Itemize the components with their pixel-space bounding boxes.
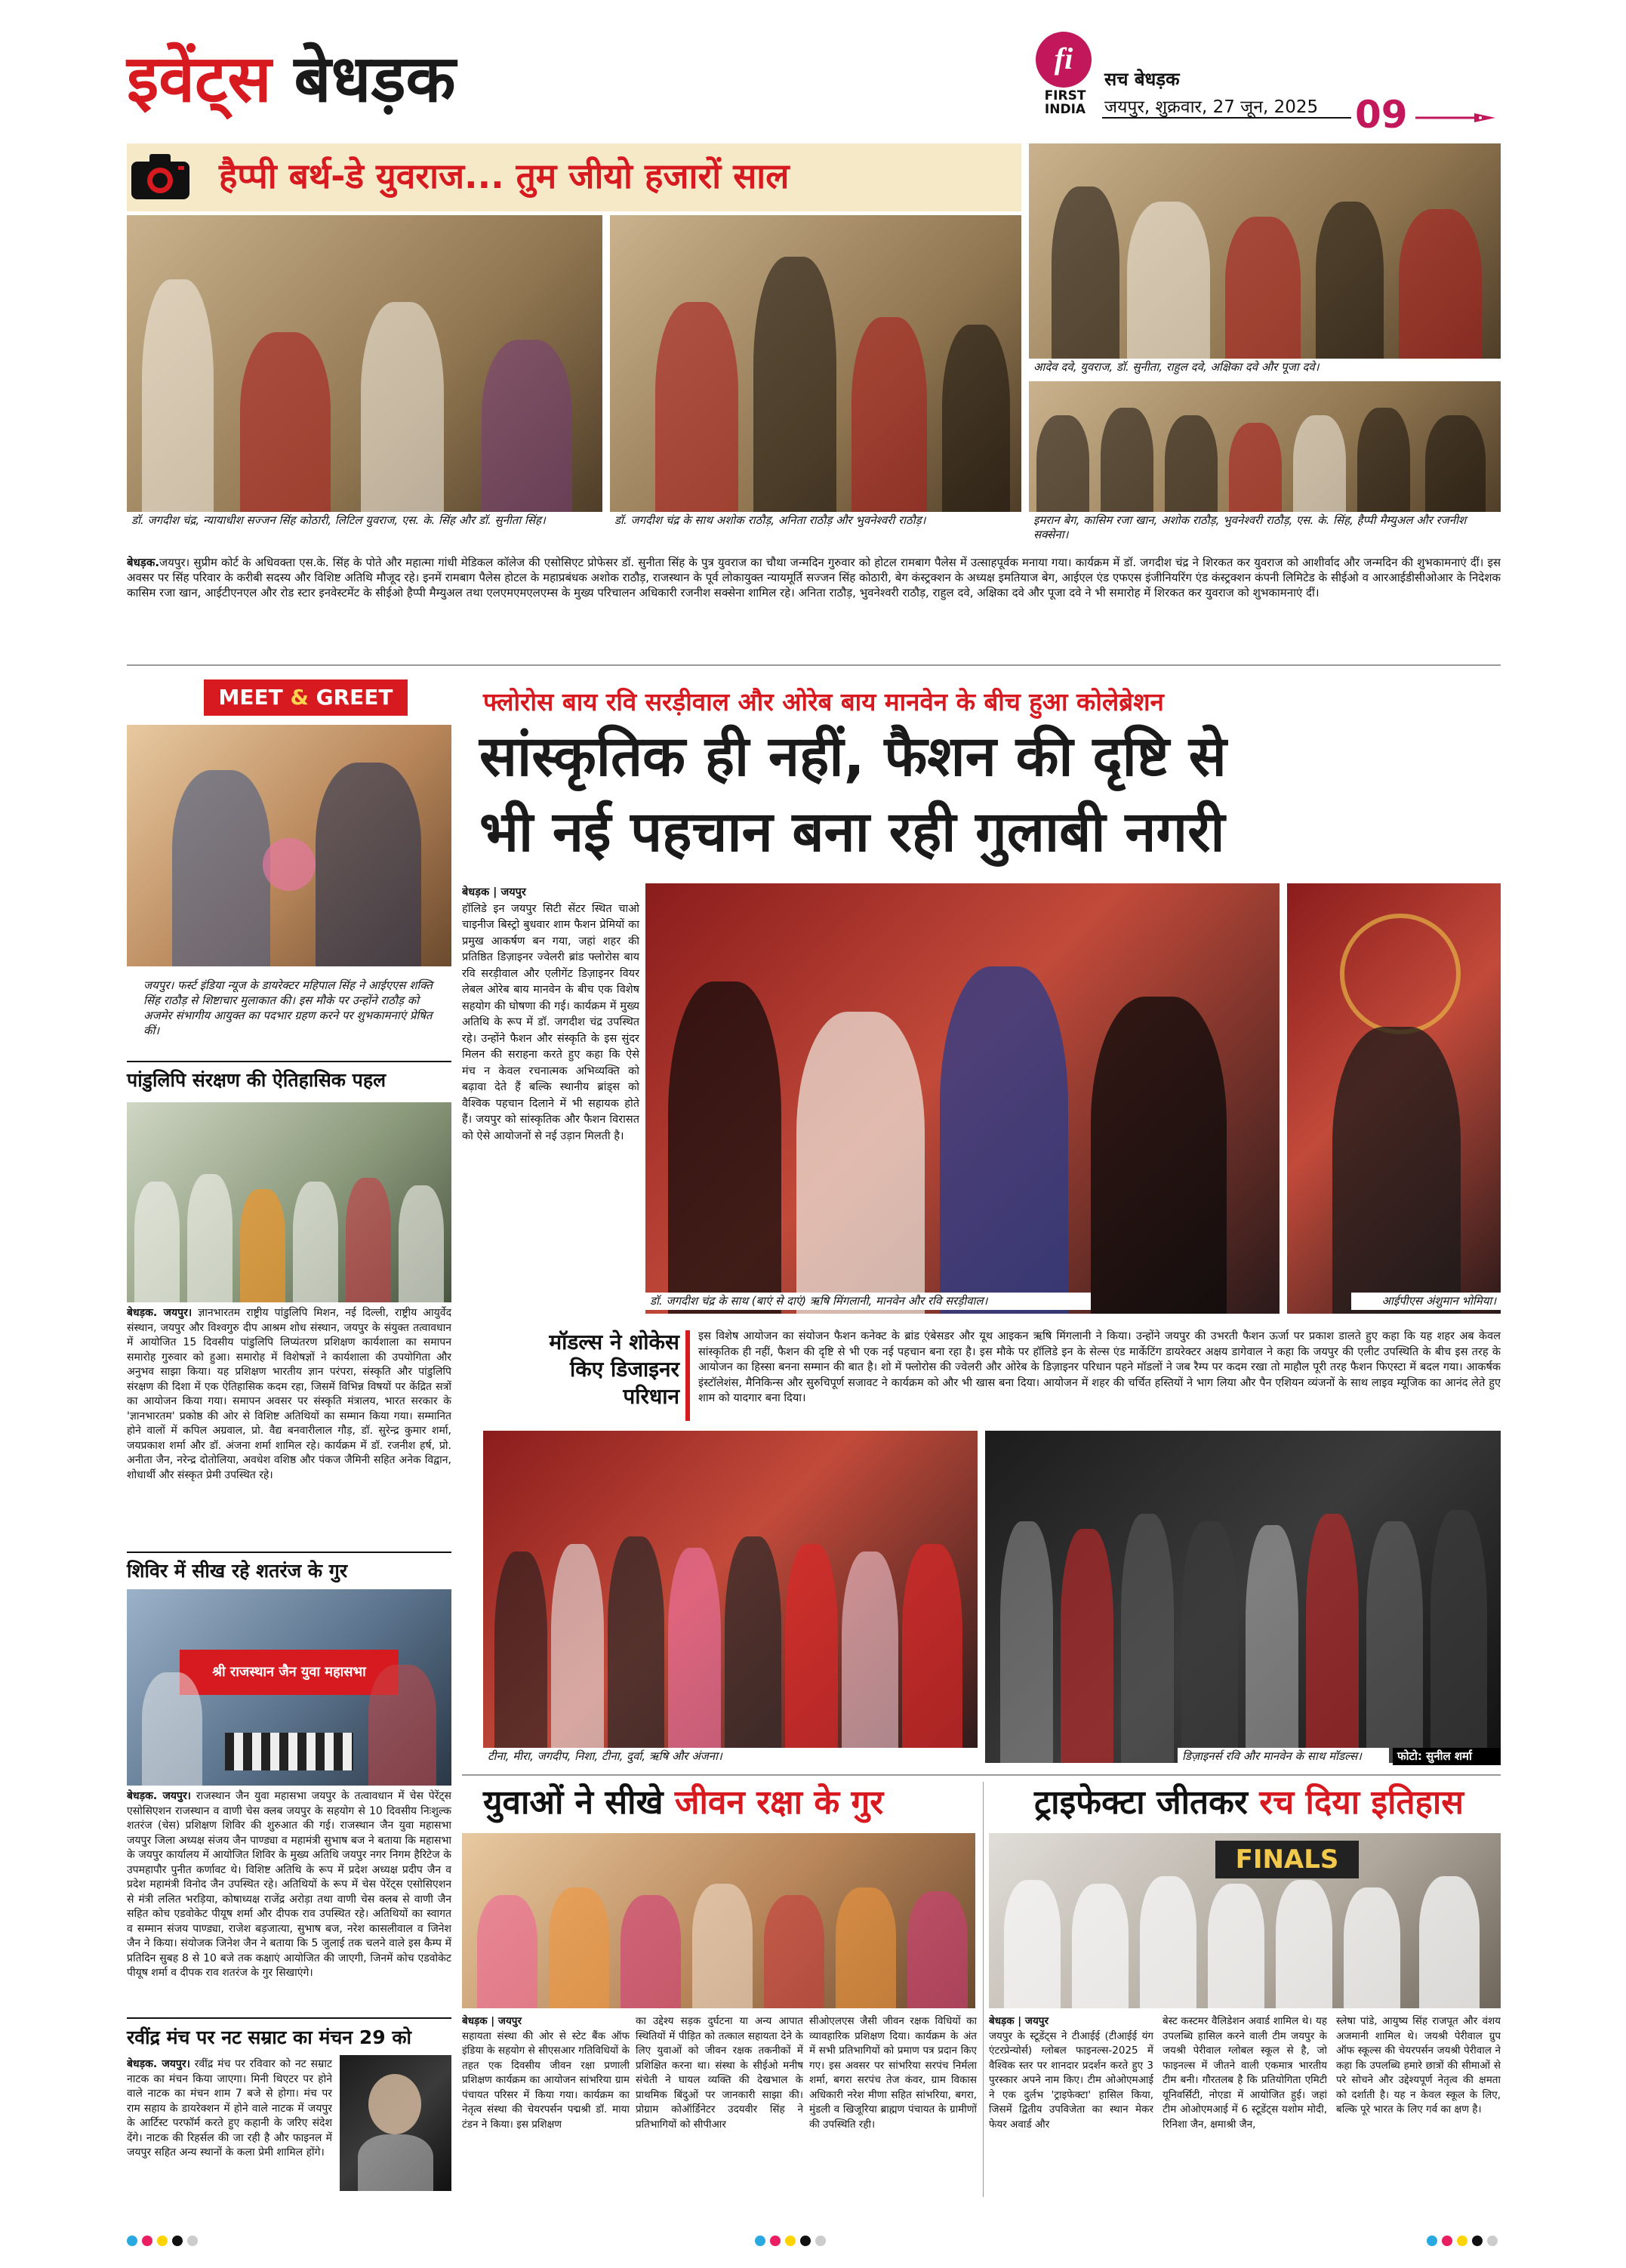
registration-marks-right — [1427, 2235, 1502, 2249]
birthday-caption-2: डॉ. जगदीश चंद्र के साथ अशोक राठौड़, अनिता राठौड़ और भुवनेश्वरी राठौड़। — [610, 512, 1021, 529]
fashion-caption-models: डिज़ाइनर्स रवि और मानवेन के साथ मॉडल्स। — [1178, 1748, 1389, 1765]
birthday-photo-group — [1029, 381, 1501, 528]
fashion-caption-main: डॉ. जगदीश चंद्र के साथ (बाएं से दाएं) ऋषि मिंगलानी, मानवेन और रवि सरड़ीवाल। — [645, 1293, 1091, 1310]
lower-divider — [462, 1774, 1501, 1776]
manuscript-headline: पांडुलिपि संरक्षण की ऐतिहासिक पहल — [127, 1069, 386, 1091]
manuscript-photo — [127, 1102, 451, 1302]
fashion-headline-1: सांस्कृतिक ही नहीं, फैशन की दृष्टि से — [479, 724, 1227, 789]
fashion-kicker: फ्लोरोस बाय रवि सरड़ीवाल और ओरेब बाय मानवेन के बीच हुआ कोलेब्रेशन — [483, 687, 1164, 716]
birthday-photo-cake — [127, 215, 602, 528]
fashion-headline-2: भी नई पहचान बना रही गुलाबी नगरी — [479, 800, 1225, 864]
trifecta-col-3: स्लेषा पांडे, आयुष्य सिंह राजपूत और वंशय अजमानी शामिल थे। जयश्री पेरीवाल ग्रुप ऑफ स्कूल्स की चेयरपर्सन जयश्री पेरीवाल ने कहा कि उपलब्धि हमारे छात्रों की सीमाओं से परे सोचने और उद्देश्यपूर्ण नेतृत्व की क्षमता को दर्शाती है। यह न केवल स्कूल के लिए, बल्कि पूरे भारत के लिए गर्व का क्षण है। — [1336, 2015, 1501, 2115]
birthday-photo-guests — [610, 215, 1021, 528]
chess-photo — [127, 1589, 451, 1786]
masthead — [0, 0, 1626, 140]
trifecta-col-2: बेस्ट कस्टमर वैलिडेशन अवार्ड शामिल थे। यह उपलब्धि हासिल करने वाली टीम जयपुर के जयश्री पेरीवाल ग्लोबल स्कूल से है, जो फाइनल्स में जीतने वाली एकमात्र भारतीय टीम बनी। गौरतलब है कि प्रतियोगिता एमिटी यूनिवर्सिटी, नोएडा में आयोजित हुई। जहां टीम ओओएमआई में 6 स्टूडेंट्स यशोम मोदी, रिनिशा जैन, क्षमाश्री जैन, — [1163, 2015, 1327, 2131]
birthday-headline: हैप्पी बर्थ-डे युवराज... तुम जीयो हजारों साल — [219, 156, 790, 196]
meet-photo — [127, 725, 451, 966]
birthday-story: बेधड़क.जयपुर। सुप्रीम कोर्ट के अधिवक्ता एस.के. सिंह के पोते और महात्मा गांधी मेडिकल कॉलेज की एसोसिएट प्रोफेसर डॉ. सुनीता सिंह के पुत्र युवराज का चौथा जन्मदिन गुरुवार को होटल रामबाग पैलेस में उत्साहपूर्वक मनाया गया। कार्यक्रम में डॉ. जगदीश चंद्र ने शिरकत कर युवराज को आशीर्वाद और जन्मदिन की शुभकामनाएं दीं। इस अवसर पर सिंह परिवार के करीबी सदस्य और विशिष्ट अतिथि मौजूद रहे। इनमें रामबाग पैलेस होटल के महाप्रबंधक अशोक राठौड़, राजस्थान के पूर्व लोकायुक्त न्यायमूर्ति सज्जन सिंह कोठारी, बेग कंस्ट्रक्शन के अध्यक्ष इमतियाज बेग, आईएल एंड एफएस इंजीनियरिंग एंड कंस्ट्रक्शन कंपनी लिमिटेड के सीईओ व आरआईडीसीओआर के निदेशक कासिम रजा खान, आईटीएनएल और रोड स्टार इनवेस्टमेंट के सीईओ हैप्पी मैम्युअल तथा एलएमएमएलएम्स के मुख्य परिचालन अधिकारी रजनीश सक्सेना शामिल रहे। अनिता राठौड़, भुवनेश्वरी राठौड़, राहुल दवे, अक्षिका दवे और पूजा दवे ने भी समारोह में शिरकत कर युवराज को शुभकामनाएं दीं। — [127, 556, 1501, 599]
birthday-caption-4: इमरान बेग, कासिम रजा खान, अशोक राठौड़, भुवनेश्वरी राठौड़, एस. के. सिंह, हैप्पी मैम्युअल और रजनीश सक्सेना। — [1029, 512, 1501, 544]
lifesaving-headline: युवाओं ने सीखे जीवन रक्षा के गुर — [483, 1783, 884, 1822]
meet-caption: जयपुर। फर्स्ट इंडिया न्यूज के डायरेक्टर महिपाल सिंह ने आईएएस शक्ति सिंह राठौड़ से शिष्टाचार मुलाकात की। इस मौके पर उन्होंने राठौड़ को अजमेर संभागीय आयुक्त का पदभार ग्रहण करने पर शुभकामनाएं प्रेषित कीं। — [143, 978, 433, 1037]
fashion-story: बेधड़क | जयपुर हॉलिडे इन जयपुर सिटी सेंटर स्थित चाओ चाइनीज बिस्ट्रो बुधवार शाम फैशन प्रेमियों का प्रमुख आकर्षण बन गया, जहां शहर की प्रतिष्ठित डिज़ाइनर ज्वेलरी ब्रांड फ्लोरोस बाय रवि सरड़ीवाल और एलीगेंट डिज़ाइनर वियर लेबल ओरेब बाय मानवेन के बीच एक विशेष सहयोग की घोषणा की गई। कार्यक्रम में मुख्य अतिथि के रूप में डॉ. जगदीश चंद्र उपस्थित रहे। उन्होंने फैशन और संस्कृति के इस सुंदर मिलन की सराहना करते हुए कहा कि ऐसे मंच न केवल रचनात्मक अभिव्यक्ति को बढ़ावा देते हैं बल्कि स्थानीय ब्रांड्स को वैश्विक पहचान दिलाने में भी सहायक होते हैं। जयपुर को सांस्कृतिक और फैशन विरासत को ऐसे आयोजनों से नई उड़ान मिलती है। — [462, 886, 639, 1142]
theatre-headline: रवींद्र मंच पर नट सम्राट का मंचन 29 को — [127, 2026, 411, 2048]
section-title-red: इवेंट्स — [127, 42, 272, 117]
theatre-photo — [340, 2055, 451, 2191]
fashion-caption-side: आईपीएस अंशुमान भोमिया। — [1351, 1293, 1501, 1310]
birthday-caption-1: डॉ. जगदीश चंद्र, न्यायाधीश सज्जन सिंह कोठारी, लिटिल युवराज, एस. के. सिंह और डॉ. सुनीता सिंह। — [127, 512, 602, 529]
lifesaving-col-2: का उद्देश्य सड़क दुर्घटना या अन्य आपात स्थितियों में पीड़ित को तत्काल सहायता देने के लिए युवाओं को जीवन रक्षक तकनीकों में प्रशिक्षित करना था। संस्था के सीईओ मनीष संचेती ने घायल व्यक्ति की देखभाल के प्राथमिक बिंदुओं पर जानकारी साझा की। प्रोग्राम कोऑर्डिनेटर उदयवीर सिंह ने प्रतिभागियों को सीपीआर — [636, 2015, 803, 2131]
chess-headline: शिविर में सीख रहे शतरंज के गुर — [127, 1560, 348, 1582]
subhead-bar — [685, 1330, 690, 1421]
chess-story: बेधड़क. जयपुर। राजस्थान जैन युवा महासभा जयपुर के तत्वावधान में चेस पेरेंट्स एसोसिएशन राजस्थान व वाणी चेस क्लब जयपुर के सहयोग से 10 दिवसीय निःशुल्क शतरंज (चेस) प्रशिक्षण शिविर की शुरुआत की गई। राजस्थान जैन युवा महासभा जयपुर जिला अध्यक्ष संजय जैन पाण्ड्या व महामंत्री सुभाष बज ने बताया कि महासभा के जयपुर कार्यालय में आयोजित शिविर के मुख्य अतिथि जयपुर नगर निगम हैरिटेज के उपमहापौर पुनीत कर्णावट थे। विशिष्ट अतिथि के रूप में प्रदेश अध्यक्ष प्रदीप जैन व प्रदेश महामंत्री विनोद जैन उपस्थित रहे। अतिथियों के रूप में चेस पेरेंट्स एसोसिएशन से मंत्री ललित भरड़िया, कोषाध्यक्ष राजेंद्र अरोड़ा तथा वाणी चेस क्लब से वाणी जैन सहित कोच एडवोकेट पीयूष शर्मा और दीपक राव उपस्थित रहे। अतिथियों का स्वागत व सम्मान संजय पाण्ड्या, राजेश बड़जात्या, सुभाष बज, नरेश कासलीवाल व जिनेश जैन ने किया। संयोजक जिनेश जैन ने बताया कि 5 जुलाई तक चलने वाले इस कैम्प में प्रतिदिन सुबह 8 से 10 बजे तक कक्षाएं आयोजित की जाएगी, जिनमें कोच एडवोकेट पीयूष शर्मा व दीपक राव शतरंज के गुर सिखाएंगे। — [127, 1790, 451, 1979]
left-divider-2 — [127, 1552, 451, 1553]
section-title — [127, 38, 456, 121]
finals-banner: FINALS — [1215, 1841, 1359, 1878]
first-india-logo: fi — [1036, 32, 1092, 88]
photo-credit: फोटो: सुनील शर्मा — [1393, 1748, 1501, 1765]
masthead-rule — [1102, 117, 1351, 119]
fashion-photo-group — [483, 1431, 978, 1763]
trifecta-col-1: बेधड़क | जयपुर जयपुर के स्टूडेंट्स ने टीआईई (टीआईई यंग एंटरप्रेन्योर्स) ग्लोबल फाइनल्स-2025 में वैश्विक स्तर पर शानदार प्रदर्शन करते हुए 3 पुरस्कार अपने नाम किए। टीम ओओएमआई ने एक दुर्लभ 'ट्राइफेक्टा' हासिल किया, जिसमें द्वितीय उपविजेता का स्थान मेकर फेयर अवार्ड और — [989, 2015, 1153, 2131]
fashion-photo-main — [645, 883, 1280, 1314]
theatre-story: बेधड़क. जयपुर। रवींद्र मंच पर रविवार को नट सम्राट नाटक का मंचन किया जाएगा। मिनी थिएटर पर होने वाले नाटक का मंचन शाम 7 बजे से होगा। मंच पर राम सहाय के डायरेक्शन में होने वाले नाटक में जयपुर के आर्टिस्ट परफॉर्म करते हुए कहानी के जरिए संदेश देंगे। नाटक की रिहर्सल की जा रही है और फाइनल में जयपुर सहित अन्य स्थानों के कला प्रेमी शामिल होंगे। — [127, 2058, 332, 2159]
models-story: इस विशेष आयोजन का संयोजन फैशन कनेक्ट के ब्रांड एंबेसडर और यूथ आइकन ऋषि मिंगलानी ने किया। उन्होंने जयपुर की उभरती फैशन ऊर्जा पर प्रकाश डालते हुए कहा कि यह शहर अब केवल सांस्कृतिक ही नहीं, फैशन की दृष्टि से भी एक नई पहचान बना रहा है। इस मौके पर हॉलिडे इन के सेल्स एंड मार्केटिंग डायरेक्टर अक्षय डागेवाल ने कहा कि जयपुर की एलीट उपस्थिति के बीच इस तरह के आयोजन का हिस्सा बनना सम्मान की बात है। शो में फ्लोरोस की ज्वेलरी और ओरेब के डिज़ाइनर परिधान पहने मॉडलों ने जब रैम्प पर कदम रखा तो माहौल पूरी तरह फैशन फिएस्टा में बदल गया। आकर्षक इंस्टॉलेशंस, मैनिकिन्स और सुरुचिपूर्ण सजावट ने कार्यक्रम को और भी खास बना दिया। आयोजन में शहर की चर्चित हस्तियों ने भाग लिया और पैन एशियन व्यंजनों के साथ लाइव म्यूजिक का आनंद लेते हुए शाम को यादगार बना दिया। — [698, 1330, 1501, 1404]
dateline: जयपुर, शुक्रवार, 27 जून, 2025 — [1104, 97, 1319, 117]
birthday-caption-3: आदेव दवे, युवराज, डॉ. सुनीता, राहुल दवे, अक्षिका दवे और पूजा दवे। — [1029, 359, 1501, 376]
registration-marks-center — [755, 2235, 830, 2249]
pen-icon — [1415, 112, 1498, 122]
trifecta-photo — [989, 1833, 1501, 2008]
meet-greet-badge: MEET & GREET — [204, 679, 408, 716]
registration-marks-left — [127, 2235, 202, 2249]
trifecta-headline: ट्राइफेक्टा जीतकर रच दिया इतिहास — [1034, 1783, 1464, 1822]
page-number: 09 — [1355, 93, 1408, 137]
tagline: सच बेधड़क — [1104, 69, 1180, 90]
manuscript-story: बेधड़क. जयपुर। ज्ञानभारतम राष्ट्रीय पांडुलिपि मिशन, नई दिल्ली, राष्ट्रीय आयुर्वेद संस्थान, जयपुर और विश्वगुरु दीप आश्रम शोध संस्थान, जयपुर के संयुक्त तत्वावधान में आयोजित 15 दिवसीय पांडुलिपि लिप्यंतरण प्रशिक्षण कार्यशाला का समापन समारोह गुरुवार को हुआ। समारोह में विशेषज्ञों ने कार्यशाला की उपयोगिता और अनुभव साझा किया। यह प्रशिक्षण भारतीय ज्ञान परंपरा, संस्कृति और पांडुलिपि संरक्षण की दिशा में एक ऐतिहासिक कदम रहा, जिसमें विभिन्न विषयों पर केंद्रित सत्रों का आयोजन किया गया। समापन अवसर पर संस्कृति मंत्रालय, भारत सरकार के 'ज्ञानभारतम' प्रकोष्ठ की ओर से विशिष्ट अतिथियों का सम्मान किया गया। सम्मानित होने वालों में कपिल अग्रवाल, प्रो. वैद्य बनवारीलाल गौड़, डॉ. सुरेन्द्र कुमार शर्मा, जयप्रकाश शर्मा और डॉ. अंजना शर्मा शामिल रहे। कार्यक्रम में डॉ. रजनीश हर्ष, प्रो. अनीता जैन, नरेन्द्र दोतोलिया, अवधेश वशिष्ठ और पंकज जैमिनी सहित अनेक विद्वान, शोधार्थी और संस्कृत प्रेमी उपस्थित रहे। — [127, 1307, 451, 1481]
left-divider-1 — [127, 1061, 451, 1062]
fashion-photo-side — [1287, 883, 1501, 1314]
models-subhead: मॉडल्स ने शोकेस किए डिजाइनर परिधान — [549, 1330, 679, 1409]
birthday-photo-family — [1029, 143, 1501, 375]
left-divider-3 — [127, 2017, 451, 2019]
camera-icon — [128, 149, 192, 202]
birthday-divider — [127, 664, 1501, 666]
chess-banner: श्री राजस्थान जैन युवा महासभा — [180, 1650, 399, 1695]
section-title-black: बेधड़क — [294, 42, 456, 117]
lifesaving-photo — [462, 1833, 975, 2008]
fashion-caption-group: टीना, मीरा, जगदीप, निशा, टीना, दुर्वा, ऋषि और अंजना। — [483, 1748, 978, 1765]
fashion-photo-models — [985, 1431, 1501, 1763]
bottom-column-divider — [983, 1782, 984, 2197]
lifesaving-col-1: बेधड़क | जयपुर सहायता संस्था की ओर से स्टेट बैंक ऑफ इंडिया के सहयोग से सीएसआर गतिविधियों के तहत एक दिवसीय जीवन रक्षा प्रणाली प्रशिक्षण कार्यक्रम का आयोजन सांभरिया ग्राम पंचायत परिसर में किया गया। कार्यक्रम का नेतृत्व संस्था की चेयरपर्सन पद्मश्री डॉ. माया टंडन ने किया। इस प्रशिक्षण — [462, 2015, 630, 2131]
lifesaving-col-3: सीओएलएस जैसी जीवन रक्षक विधियों का व्यावहारिक प्रशिक्षण दिया। कार्यक्रम के अंत में सभी प्रतिभागियों को प्रमाण पत्र प्रदान किए गए। इस अवसर पर सांभरिया सरपंच निर्मला शर्मा, बगरा सरपंच तेज कंवर, ग्राम विकास अधिकारी नरेश मीणा सहित सांभरिया, बगरा, मुंडली व खिजूरिया ब्राह्मण पंचायत के ग्रामीणों की उपस्थिति रही। — [809, 2015, 977, 2131]
brand-name: FIRST INDIA — [1044, 88, 1086, 117]
